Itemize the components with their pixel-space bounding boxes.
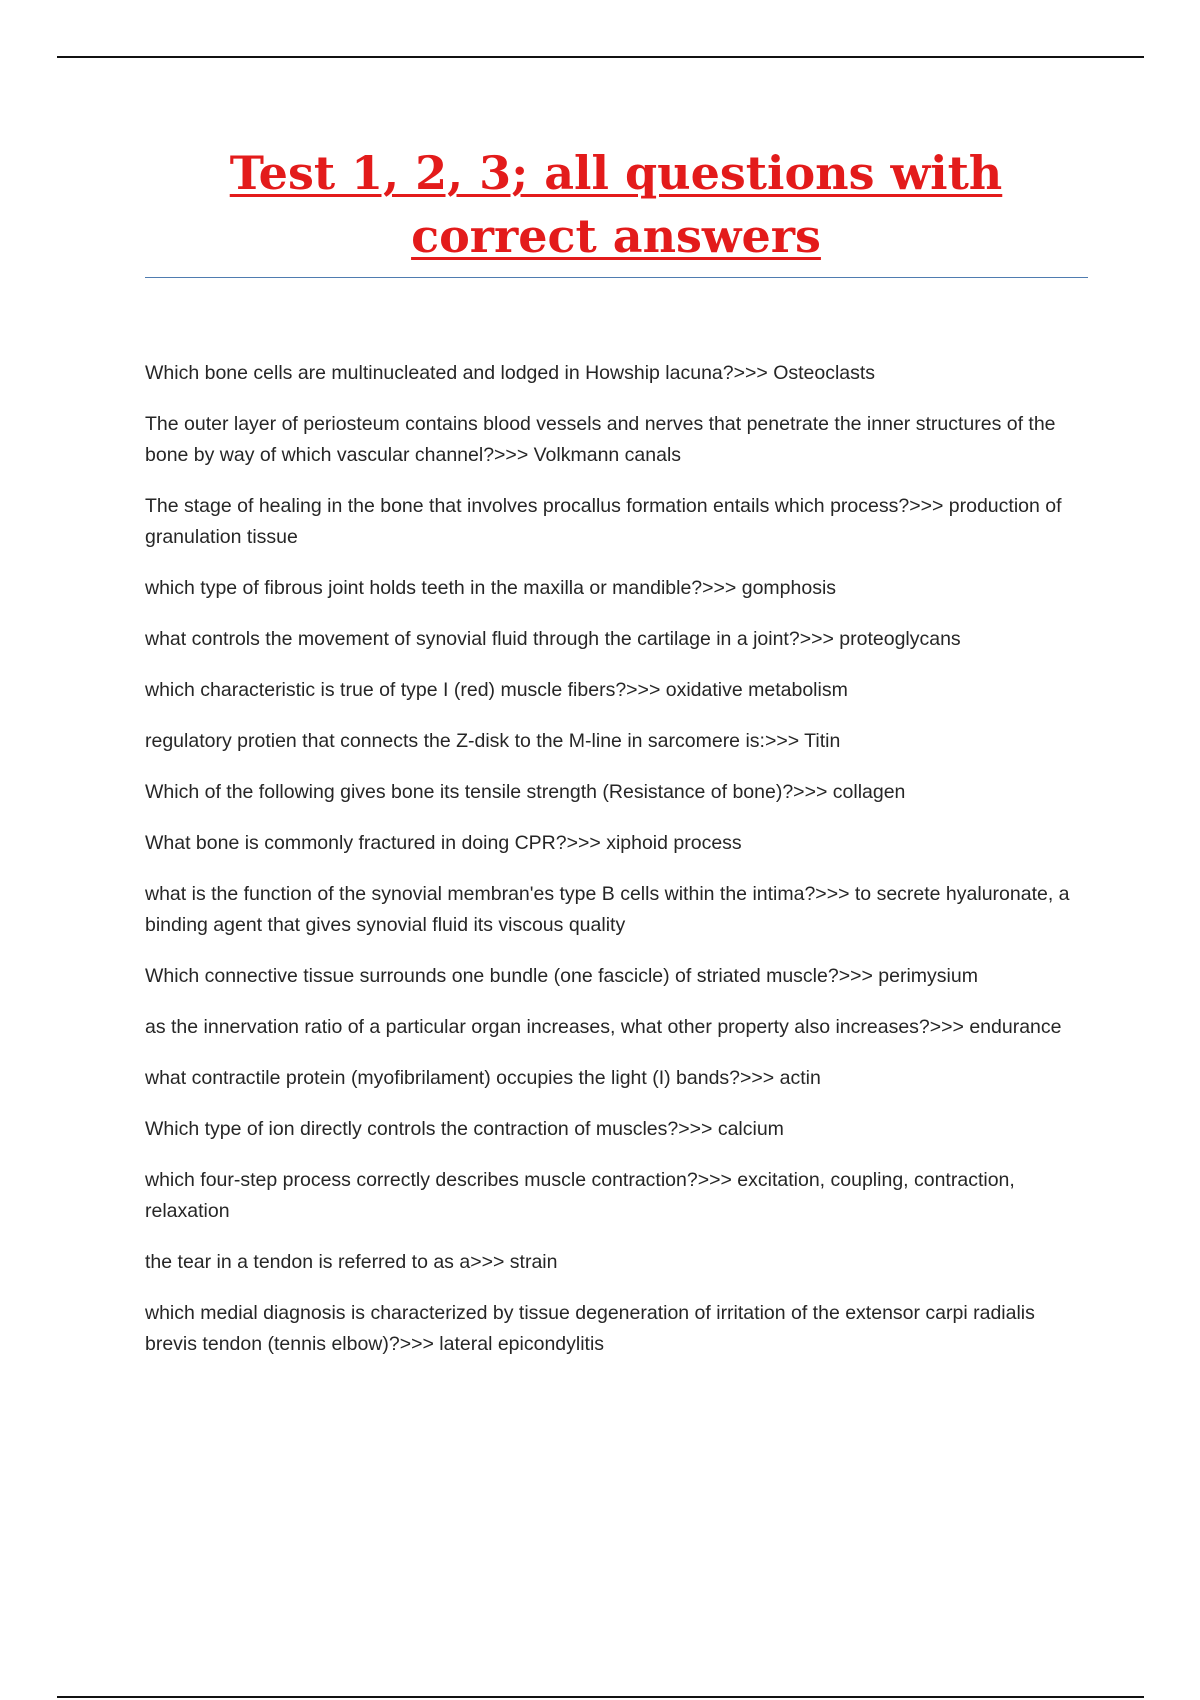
qa-item: which type of fibrous joint holds teeth in the maxilla or mandible?>>> gomphosis	[145, 577, 837, 599]
qa-item: what is the function of the synovial membran'es type B cells within the intima?>>> to secrete hyaluronate, a binding agent that gives synovial fluid its viscous quality	[145, 883, 1070, 936]
qa-item: as the innervation ratio of a particular organ increases, what other property also increases?>>> endurance	[145, 1016, 1062, 1038]
bottom-rule	[57, 1696, 1144, 1698]
qa-item: Which type of ion directly controls the contraction of muscles?>>> calcium	[145, 1118, 784, 1140]
qa-item: regulatory protien that connects the Z-disk to the M-line in sarcomere is:>>> Titin	[145, 730, 841, 752]
top-rule	[57, 56, 1144, 58]
qa-item: The stage of healing in the bone that involves procallus formation entails which process?>>> production of granulation tissue	[145, 495, 1062, 548]
qa-list	[145, 358, 1085, 1380]
qa-item: Which connective tissue surrounds one bundle (one fascicle) of striated muscle?>>> perimysium	[145, 965, 978, 987]
qa-item: which medial diagnosis is characterized by tissue degeneration of irritation of the extensor carpi radialis brevis tendon (tennis elbow)?>>> lateral epicondylitis	[145, 1302, 1035, 1355]
qa-item: which characteristic is true of type I (red) muscle fibers?>>> oxidative metabolism	[145, 679, 848, 701]
qa-item: Which bone cells are multinucleated and lodged in Howship lacuna?>>> Osteoclasts	[145, 362, 876, 384]
qa-item: Which of the following gives bone its tensile strength (Resistance of bone)?>>> collagen	[145, 781, 906, 803]
qa-item: the tear in a tendon is referred to as a>>> strain	[145, 1251, 558, 1273]
page-title: Test 1, 2, 3; all questions with correct answers	[229, 146, 1003, 263]
qa-item: which four-step process correctly describes muscle contraction?>>> excitation, coupling, contraction, relaxation	[145, 1169, 1015, 1222]
qa-item: what controls the movement of synovial fluid through the cartilage in a joint?>>> proteoglycans	[145, 628, 961, 650]
qa-item: The outer layer of periosteum contains blood vessels and nerves that penetrate the inner structures of the bone by way of which vascular channel?>>> Volkmann canals	[145, 413, 1056, 466]
qa-item: What bone is commonly fractured in doing CPR?>>> xiphoid process	[145, 832, 742, 854]
qa-item: what contractile protein (myofibrilament) occupies the light (I) bands?>>> actin	[145, 1067, 821, 1089]
title-divider	[145, 277, 1088, 278]
